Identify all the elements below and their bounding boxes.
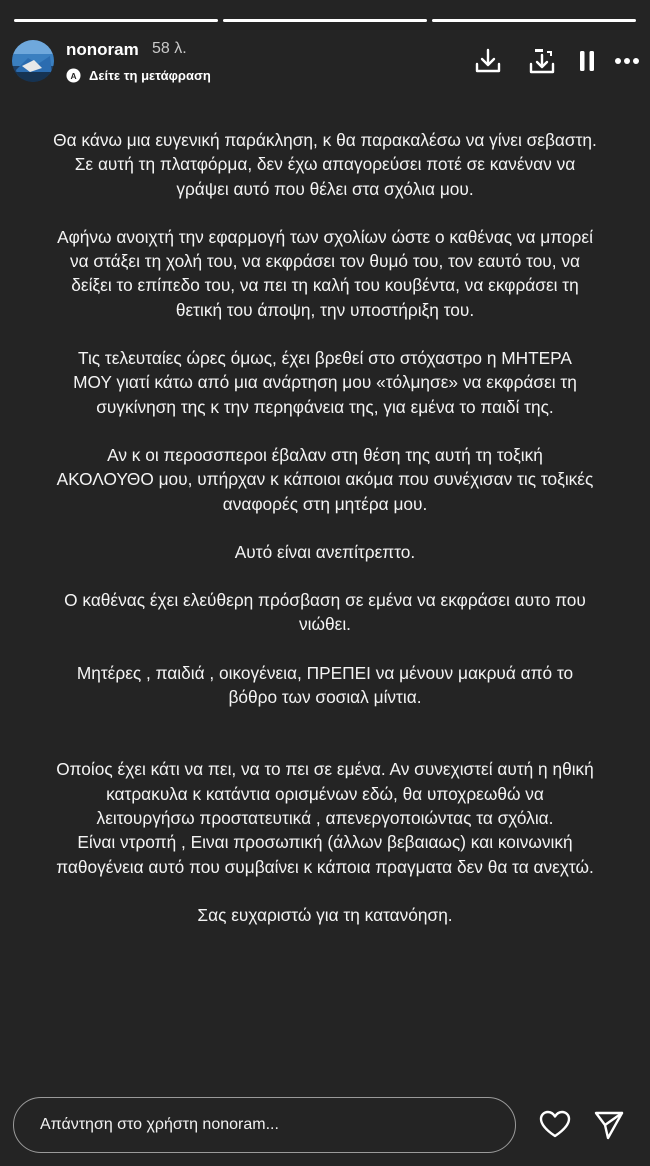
story-progress-bar: [14, 19, 636, 22]
story-line: βόθρο των σοσιαλ μίντια.: [228, 687, 422, 708]
story-progress-fill: [14, 19, 218, 22]
story-line: παθογένεια αυτό που συμβαίνει κ κάποια πραγματα δεν θα τα ανεχτώ.: [56, 856, 594, 877]
save-to-device-button[interactable]: [525, 44, 559, 78]
story-line: Αφήνω ανοιχτή την εφαρμογή των σχολίων ώστε ο καθένας να μπορεί: [57, 226, 593, 247]
pause-icon: [574, 48, 600, 74]
story-line: συγκίνηση της κ την περηφάνεια της, για εμένα το παιδί της.: [96, 396, 554, 417]
translate-link-label: Δείτε τη μετάφραση: [89, 67, 211, 83]
story-paragraph: [20, 346, 630, 419]
story-paragraph: [20, 225, 630, 322]
like-button[interactable]: [536, 1106, 574, 1144]
download-icon: [473, 46, 503, 76]
pause-button[interactable]: [570, 44, 604, 78]
story-line: Μητέρες , παιδιά , οικογένεια, ΠΡΕΠΕΙ να μένουν μακρυά από το: [76, 662, 574, 683]
story-progress-segment: [223, 19, 427, 22]
story-line: να στάξει τη χολή του, να εκφράσει τον θυμό του, τον εαυτό του, να: [70, 251, 580, 272]
story-paragraph: [20, 540, 630, 564]
story-line: δείξει το επίπεδο του, να πει τη καλή του κουβέντα, να εκφράσει τη: [71, 275, 579, 296]
story-paragraph: [20, 903, 630, 927]
story-line: ΑΚΟΛΟΥΘΟ μου, υπήρχαν κ κάποιοι ακόμα που συνέχισαν τις τοξικές: [56, 469, 594, 490]
reply-input[interactable]: [13, 1097, 516, 1153]
more-options-button[interactable]: [610, 44, 644, 78]
story-line: Θα κάνω μια ευγενική παράκληση, κ θα παρακαλέσω να γίνει σεβαστη.: [53, 130, 597, 150]
story-line: Σας ευχαριστώ για τη κατανόηση.: [197, 904, 453, 925]
story-progress-fill: [223, 19, 427, 22]
story-paragraph: [20, 588, 630, 637]
reply-placeholder: Απάντηση στο χρήστη nonoram...: [40, 1116, 279, 1133]
heart-icon: [538, 1108, 572, 1142]
story-header: [12, 38, 638, 86]
post-time: 58 λ.: [152, 40, 187, 57]
avatar[interactable]: [12, 40, 54, 82]
story-line: Αυτό είναι ανεπίτρεπτο.: [234, 541, 416, 562]
send-icon: [592, 1108, 626, 1142]
story-line: λειτουργήσω προστατευτικά , απενεργοποιώντας τα σχόλια.: [96, 807, 554, 828]
story-paragraph: [20, 757, 630, 878]
story-line: νιώθει.: [299, 614, 351, 635]
story-paragraph: [20, 128, 630, 201]
story-progress-fill: [432, 19, 636, 22]
story-line: γράψει αυτό που θέλει στα σχόλια μου.: [176, 178, 474, 199]
download-button[interactable]: [471, 44, 505, 78]
more-icon: [612, 46, 642, 76]
story-line: κατρακυλα κ κατάντια ορισμένων εδώ, θα υποχρεωθώ να: [106, 783, 544, 804]
story-paragraph: [20, 443, 630, 516]
story-line: Είναι ντροπή , Ειναι προσωπική (άλλων βεβαιαως) και κοινωνική: [77, 832, 573, 853]
story-progress-segment: [432, 19, 636, 22]
story-line: Τις τελευταίες ώρες όμως, έχει βρεθεί στο στόχαστρο η ΜΗΤΕΡΑ: [78, 348, 572, 369]
story-line: Οποίος έχει κάτι να πει, να το πει σε εμένα. Αν συνεχιστεί αυτή η ηθική: [56, 759, 594, 780]
story-line: Ο καθένας έχει ελεύθερη πρόσβαση σε εμένα να εκφράσει αυτο που: [64, 590, 586, 611]
story-progress-segment: [14, 19, 218, 22]
story-text: [20, 128, 630, 951]
svg-text:A: A: [70, 70, 77, 81]
translate-link[interactable]: [66, 66, 211, 84]
story-paragraph: [20, 661, 630, 710]
story-line: αναφορές στη μητέρα μου.: [222, 493, 428, 514]
story-line: Αν κ οι περοσσπεροι έβαλαν στη θέση της αυτή τη τοξική: [107, 444, 543, 465]
story-line: ΜΟΥ γιατί κάτω από μια ανάρτηση μου «τόλμησε» να εκφράσει τη: [73, 372, 577, 393]
story-line: θετική του άποψη, την υποστήριξη του.: [175, 299, 475, 320]
save-to-device-icon: [527, 46, 557, 76]
story-line: Σε αυτή τη πλατφόρμα, δεν έχω απαγορεύσει ποτέ σε κανέναν να: [74, 154, 576, 175]
translate-icon: [66, 68, 81, 83]
username[interactable]: nonoram: [66, 40, 139, 59]
send-button[interactable]: [590, 1106, 628, 1144]
